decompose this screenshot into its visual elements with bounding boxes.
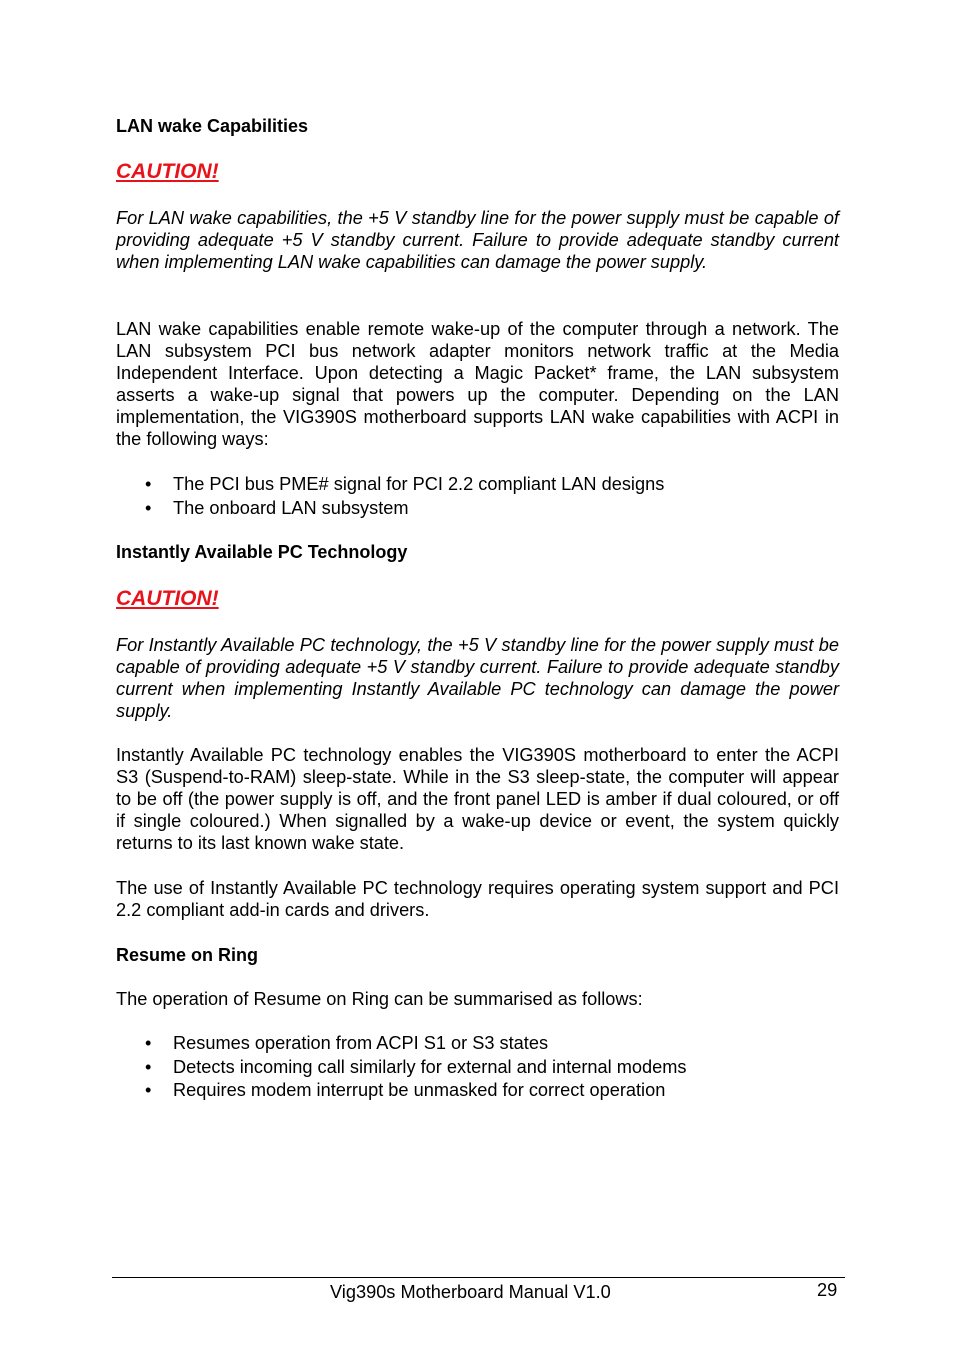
bullet-list-resume-on-ring (116, 1032, 687, 1103)
caution-text-lan-wake: For LAN wake capabilities, the +5 V standby line for the power supply must be capable of providing adequate +5 V standby current. Failure to provide adequate standby current when implementing LAN wake capabilities can damage the power supply. (116, 208, 839, 273)
caution-label-instantly-available: CAUTION! (116, 587, 219, 610)
caution-label-lan-wake: CAUTION! (116, 160, 219, 183)
heading-instantly-available: Instantly Available PC Technology (116, 542, 408, 562)
footer-divider (112, 1277, 845, 1278)
list-item (116, 1079, 687, 1103)
caution-text-instantly-available: For Instantly Available PC technology, the +5 V standby line for the power supply must be capable of providing adequate +5 V standby current. Failure to provide adequate standby current when implementing Instantly Available PC technology can damage the power supply. (116, 635, 839, 722)
bullet-icon: • (145, 1056, 152, 1077)
heading-lan-wake: LAN wake Capabilities (116, 116, 309, 136)
paragraph-instantly-available-requirements: The use of Instantly Available PC technology requires operating system support and PCI 2.2 compliant add-in cards and drivers. (116, 878, 839, 921)
list-item (116, 497, 664, 521)
list-item (116, 1032, 687, 1056)
list-item-text: The onboard LAN subsystem (173, 497, 409, 518)
list-item (116, 1056, 687, 1080)
heading-resume-on-ring: Resume on Ring (116, 945, 259, 965)
list-item-text: Resumes operation from ACPI S1 or S3 states (173, 1033, 549, 1053)
bullet-icon: • (145, 497, 152, 518)
footer-title: Vig390s Motherboard Manual V1.0 (330, 1282, 611, 1302)
bullet-icon: • (145, 1033, 152, 1053)
list-item (116, 473, 664, 497)
bullet-icon: • (145, 1080, 152, 1100)
list-item-text: Detects incoming call similarly for external and internal modems (173, 1056, 687, 1077)
paragraph-lan-wake: LAN wake capabilities enable remote wake-up of the computer through a network. The LAN subsystem PCI bus network adapter monitors network traffic at the Media Independent Interface. Upon detecting a Magic Packet* frame, the LAN subsystem asserts a wake-up signal that powers up the computer. Depending on the LAN implementation, the VIG390S motherboard supports LAN wake capabilities with ACPI in the following ways: (116, 319, 839, 450)
paragraph-instantly-available: Instantly Available PC technology enables the VIG390S motherboard to enter the ACPI S3 (Suspend-to-RAM) sleep-state. While in the S3 sleep-state, the computer will appear to be off (the power supply is off, and the front panel LED is amber if dual coloured, or off if single coloured.) When signalled by a wake-up device or event, the system quickly returns to its last known wake state. (116, 745, 839, 854)
page-number: 29 (817, 1280, 838, 1300)
list-item-text: Requires modem interrupt be unmasked for correct operation (173, 1080, 666, 1100)
bullet-icon: • (145, 474, 152, 494)
list-item-text: The PCI bus PME# signal for PCI 2.2 compliant LAN designs (173, 474, 665, 494)
bullet-list-lan-wake (116, 473, 664, 520)
paragraph-resume-on-ring: The operation of Resume on Ring can be summarised as follows: (116, 989, 643, 1009)
